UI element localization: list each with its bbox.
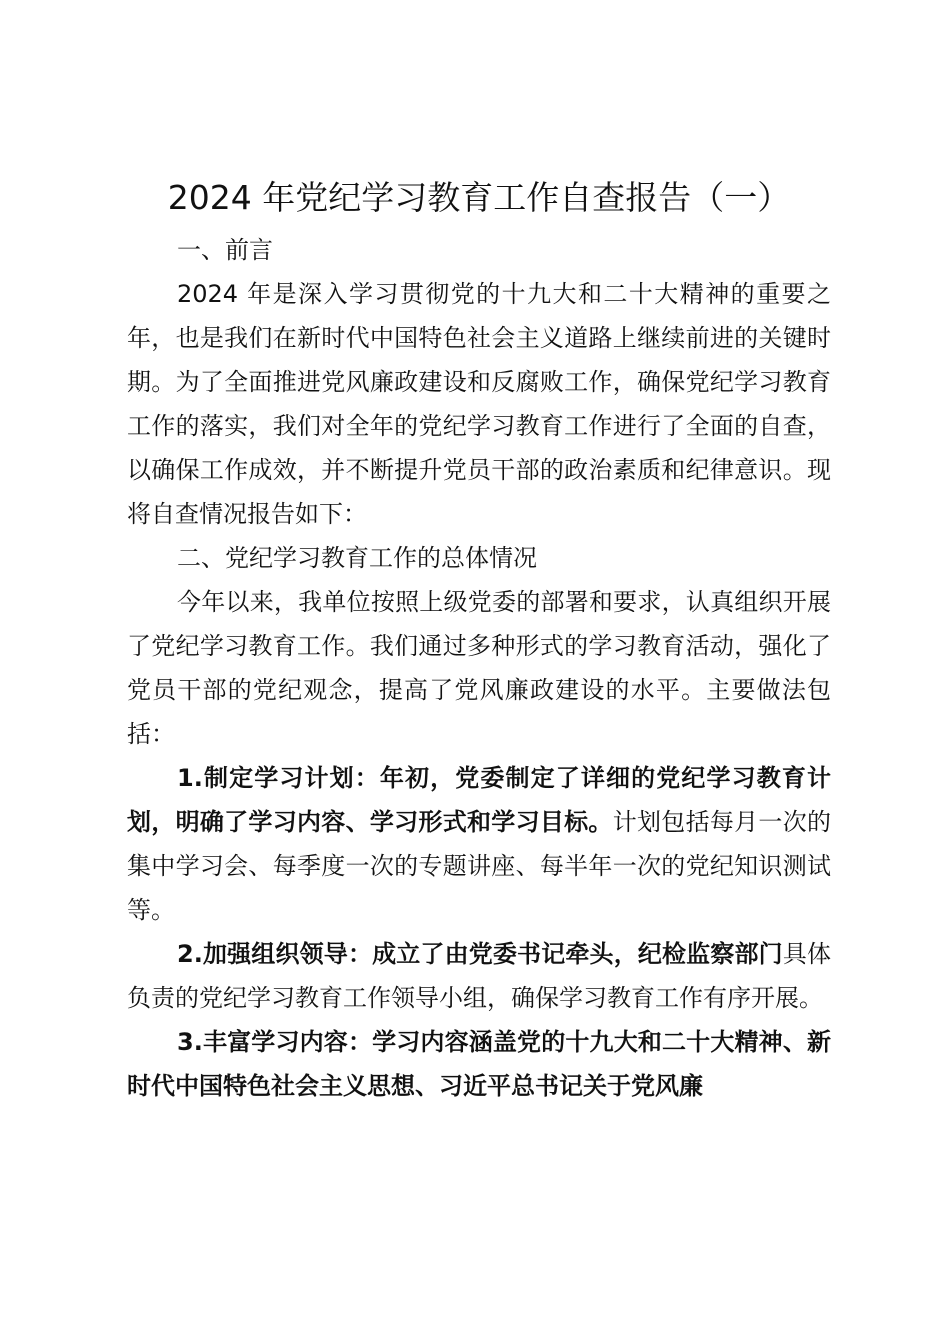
document-page <box>127 170 831 1108</box>
paragraph-overview: 今年以来，我单位按照上级党委的部署和要求，认真组织开展了党纪学习教育工作。我们通过多种形式的学习教育活动，强化了党员干部的党纪观念，提高了党风廉政建设的水平。主要做法包括： <box>127 588 831 748</box>
list-item-plan <box>127 756 831 932</box>
list-item-plan-text: 计划包括每月一次的集中学习会、每季度一次的专题讲座、每半年一次的党纪知识测试等。 <box>127 808 832 924</box>
list-item-leadership-text: 具体负责的党纪学习教育工作领导小组，确保学习教育工作有序开展。 <box>127 940 831 1012</box>
list-item-content <box>127 1020 831 1108</box>
list-item-leadership <box>127 932 831 1020</box>
paragraph-preface: 2024 年是深入学习贯彻党的十九大和二十大精神的重要之年，也是我们在新时代中国特色社会主义道路上继续前进的关键时期。为了全面推进党风廉政建设和反腐败工作，确保党纪学习教育工作的落实，我们对全年的党纪学习教育工作进行了全面的自查，以确保工作成效，并不断提升党员干部的政治素质和纪律意识。现将自查情况报告如下： <box>127 280 831 528</box>
list-item-plan-lead: 1.制定学习计划：年初，党委制定了详细的党纪学习教育计划，明确了学习内容、学习形式和学习目标。 <box>127 764 831 836</box>
section-heading-overview: 二、党纪学习教育工作的总体情况 <box>177 544 537 572</box>
list-item-leadership-lead: 2.加强组织领导：成立了由党委书记牵头，纪检监察部门 <box>177 940 783 968</box>
list-item-content-lead: 3.丰富学习内容：学习内容涵盖党的十九大和二十大精神、新时代中国特色社会主义思想、习近平总书记关于党风廉 <box>127 1028 831 1100</box>
section-heading-preface: 一、前言 <box>177 236 273 264</box>
document-title: 2024 年党纪学习教育工作自查报告（一） <box>167 178 791 217</box>
